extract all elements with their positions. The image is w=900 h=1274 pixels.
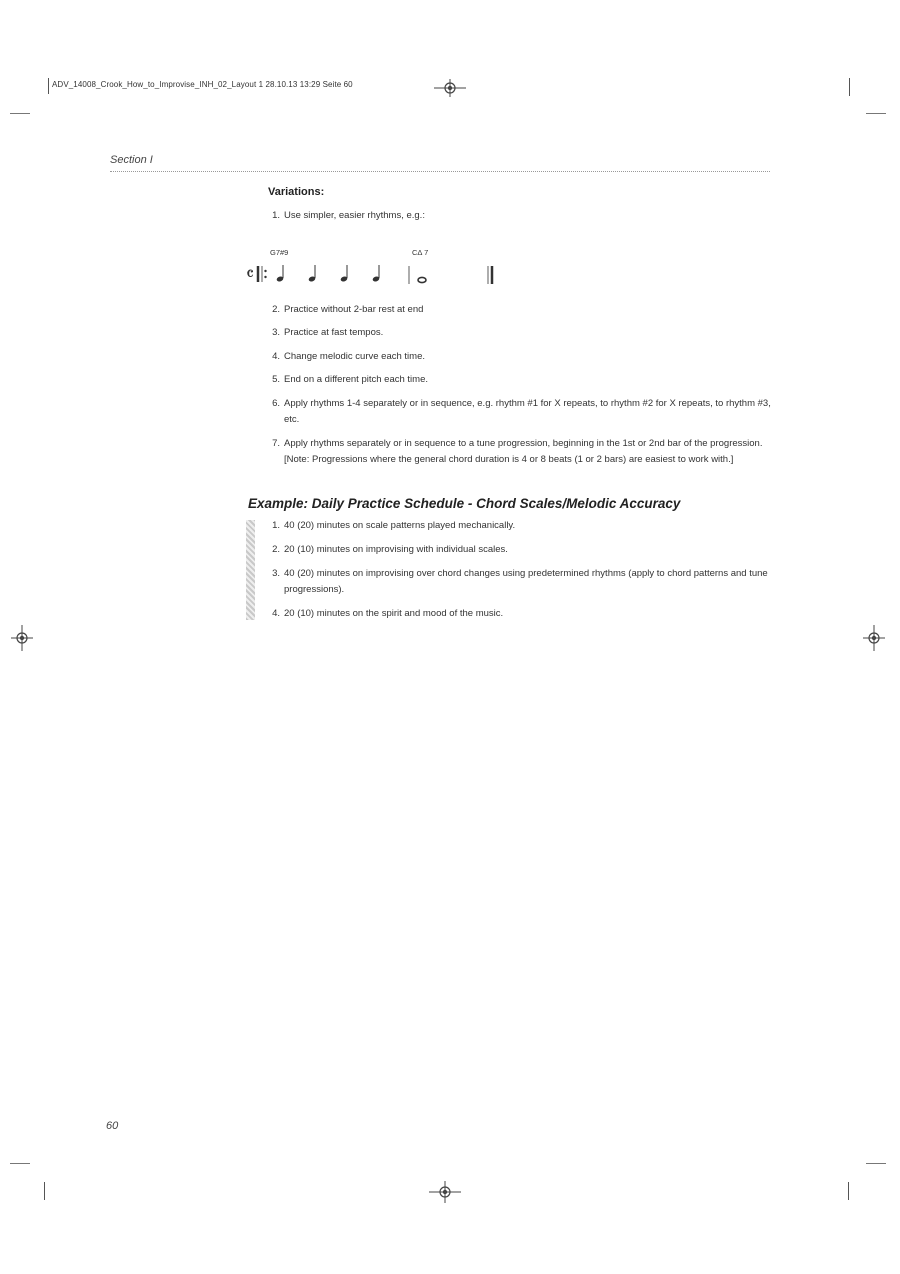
- crop-mark: [849, 78, 850, 96]
- registration-mark-icon: [862, 624, 886, 652]
- item-text: Practice without 2-bar rest at end: [284, 304, 424, 315]
- print-slug: ADV_14008_Crook_How_to_Improvise_INH_02_Layout 1 28.10.13 13:29 Seite 60: [52, 80, 353, 89]
- item-text: End on a different pitch each time.: [284, 374, 428, 385]
- item-text: 40 (20) minutes on improvising over chord changes using predetermined rhythms (apply to chord patterns and tune progressions).: [284, 568, 768, 595]
- item-number: 2.: [272, 304, 280, 315]
- item-text: Apply rhythms separately or in sequence to a tune progression, beginning in the 1st or 2nd bar of the progression. [Note: Progressions where the general chord duration is 4 or 8 beats (1 or 2 bars) are easiest to work with.]: [284, 438, 763, 465]
- list-item: [266, 372, 428, 388]
- list-item: [266, 208, 425, 224]
- registration-mark-icon: [427, 1180, 463, 1204]
- rhythm-notation: [244, 244, 504, 288]
- repeat-dot: [264, 270, 266, 272]
- list-item: [266, 302, 423, 318]
- crop-mark: [866, 1163, 886, 1164]
- header-rule: [110, 171, 770, 172]
- item-number: 1.: [272, 520, 280, 531]
- time-signature: 𝄴: [246, 264, 255, 284]
- repeat-dot: [264, 276, 266, 278]
- quarter-note: [372, 265, 380, 282]
- chord-symbol: G7#9: [270, 248, 289, 257]
- item-number: 5.: [272, 374, 280, 385]
- crop-mark: [848, 1182, 849, 1200]
- item-text: 40 (20) minutes on scale patterns played mechanically.: [284, 520, 516, 531]
- list-item: [266, 396, 772, 428]
- item-number: 6.: [272, 398, 280, 409]
- list-item: [266, 518, 515, 534]
- item-number: 1.: [272, 210, 280, 221]
- list-item: [266, 606, 503, 622]
- item-text: Use simpler, easier rhythms, e.g.:: [284, 210, 425, 221]
- crop-mark: [10, 1163, 30, 1164]
- item-number: 2.: [272, 544, 280, 555]
- crop-mark: [44, 1182, 45, 1200]
- item-text: Practice at fast tempos.: [284, 327, 384, 338]
- item-text: 20 (10) minutes on improvising with individual scales.: [284, 544, 508, 555]
- example-heading: Example: Daily Practice Schedule - Chord Scales/Melodic Accuracy: [248, 496, 681, 511]
- crop-mark: [10, 113, 30, 114]
- section-label: Section I: [110, 154, 153, 166]
- item-text: Change melodic curve each time.: [284, 351, 425, 362]
- quarter-note: [340, 265, 348, 282]
- page-number: 60: [106, 1120, 119, 1132]
- item-text: 20 (10) minutes on the spirit and mood of the music.: [284, 608, 504, 619]
- variations-title: Variations:: [268, 186, 325, 198]
- item-number: 3.: [272, 327, 280, 338]
- list-item: [266, 325, 383, 341]
- item-number: 3.: [272, 568, 280, 579]
- quarter-note: [308, 265, 316, 282]
- item-number: 4.: [272, 608, 280, 619]
- quarter-note: [276, 265, 284, 282]
- whole-note: [418, 277, 426, 282]
- list-item: [266, 436, 772, 468]
- registration-mark-icon: [10, 624, 34, 652]
- chord-symbol: CΔ 7: [412, 248, 429, 257]
- list-item: [266, 542, 508, 558]
- crop-mark: [866, 113, 886, 114]
- item-text: Apply rhythms 1-4 separately or in sequence, e.g. rhythm #1 for X repeats, to rhythm #2 for X repeats, to rhythm #3, etc.: [284, 398, 771, 425]
- item-number: 7.: [272, 438, 280, 449]
- list-item: [266, 349, 425, 365]
- shaded-margin-bar: [246, 520, 255, 620]
- list-item: [266, 566, 772, 598]
- item-number: 4.: [272, 351, 280, 362]
- crop-mark: [48, 78, 49, 94]
- registration-mark-icon: [432, 78, 468, 98]
